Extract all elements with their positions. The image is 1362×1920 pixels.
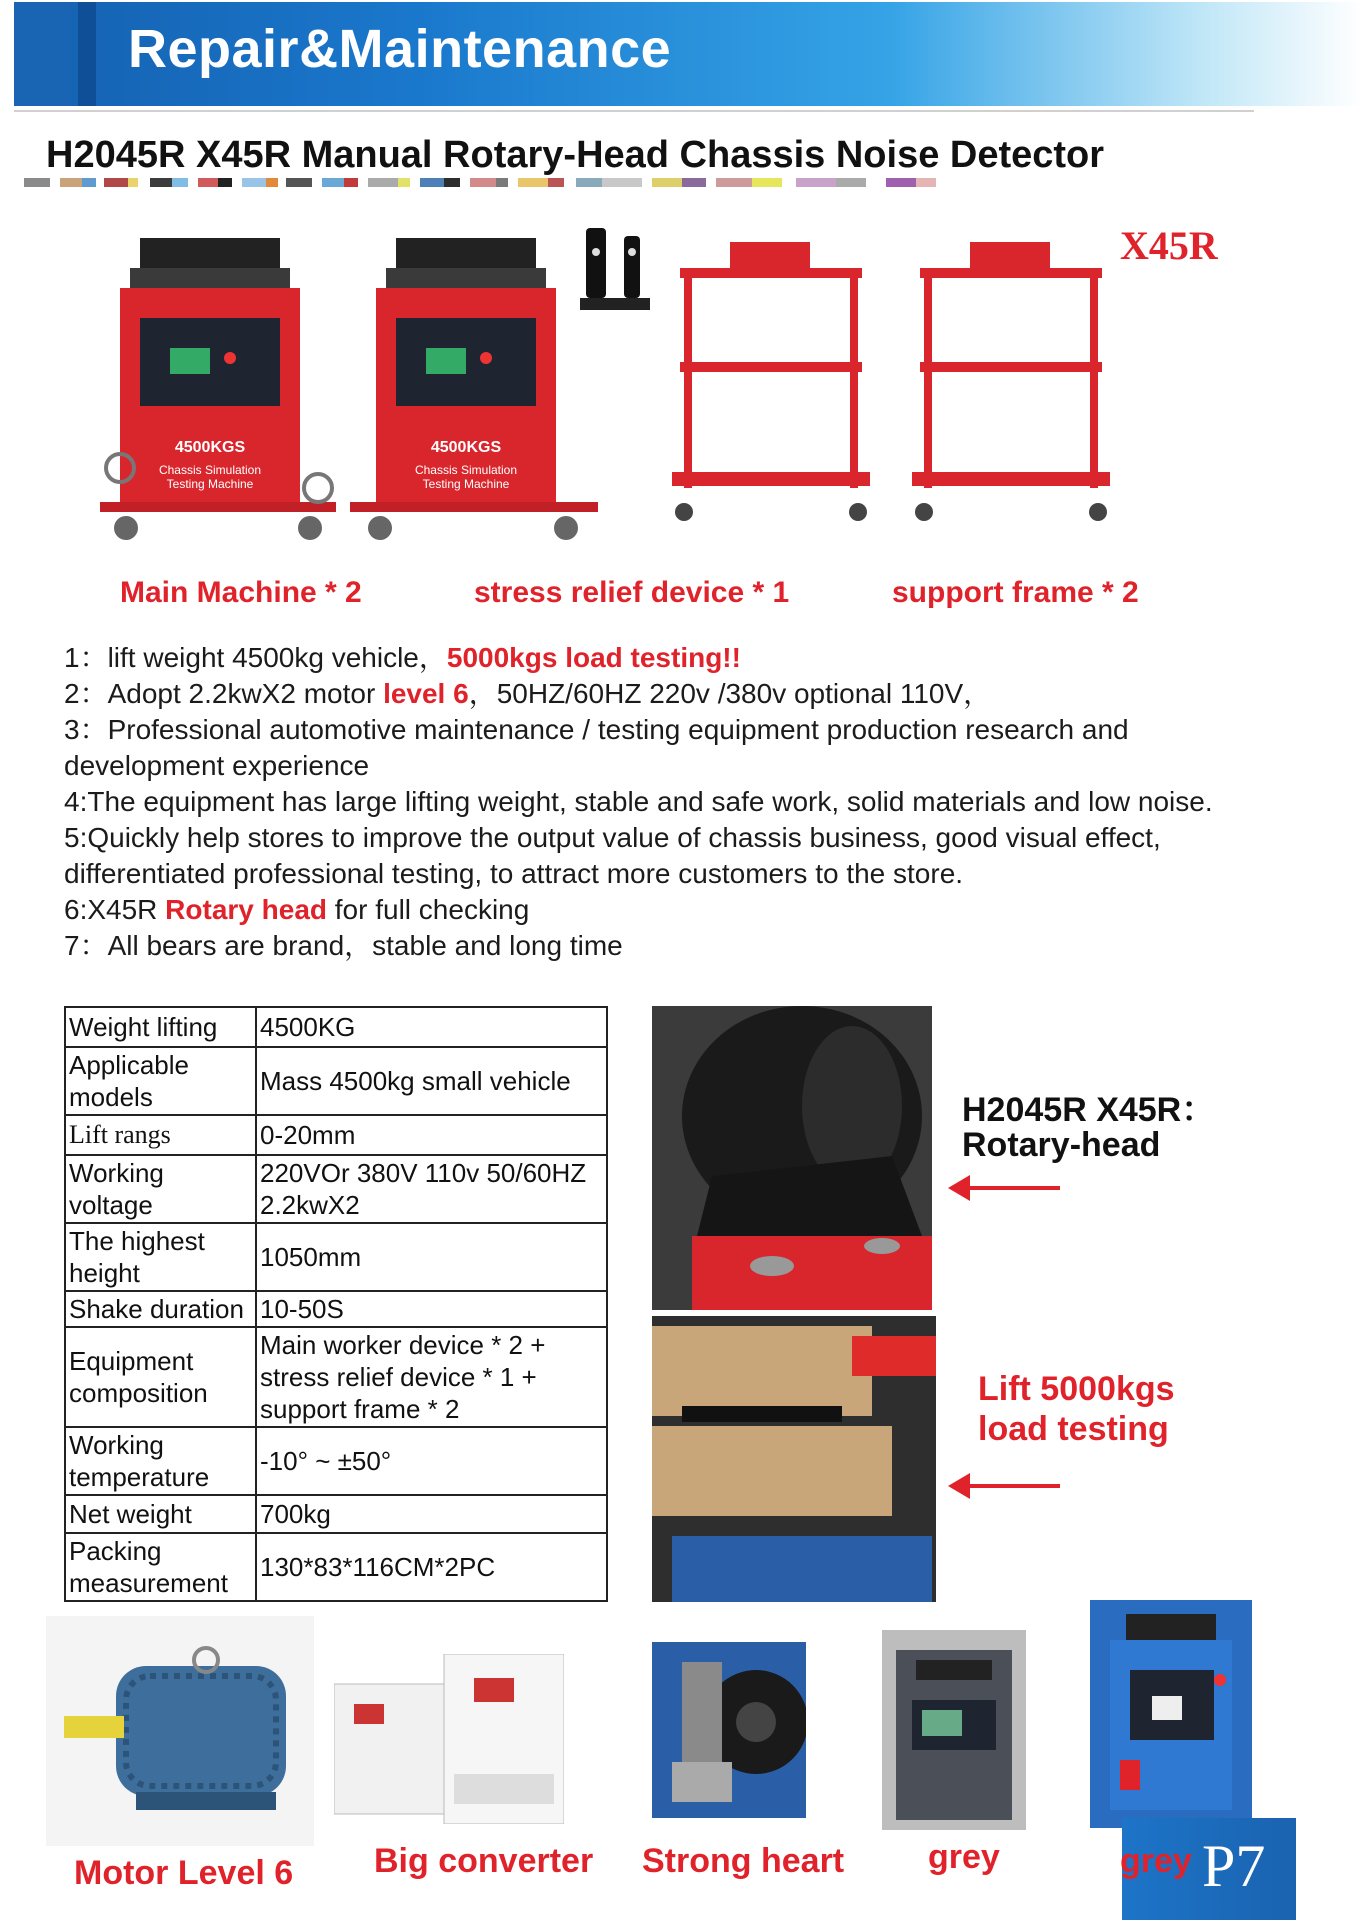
spec-value: 4500KG: [256, 1007, 607, 1047]
machine-label-line2: Testing Machine: [422, 477, 510, 491]
spec-table: [64, 1006, 608, 1602]
table-row: [65, 1327, 607, 1427]
label-grey-2: grey: [1120, 1842, 1192, 1880]
header-accent-bar-thin: [78, 2, 96, 106]
feature-line: 4:The equipment has large lifting weight, stable and safe work, solid materials and low noise.: [64, 786, 1213, 817]
spec-key: Applicable models: [65, 1047, 256, 1115]
feature-line: development experience: [64, 750, 370, 781]
rotary-head-photo: [652, 1006, 932, 1310]
rotary-head-note-line2: Rotary-head: [962, 1126, 1161, 1164]
spec-key: Packing measurement: [65, 1533, 256, 1601]
spec-key: Equipment composition: [65, 1327, 256, 1427]
arrow-left-icon: [952, 1186, 1060, 1190]
spec-value: 0-20mm: [256, 1115, 607, 1155]
spec-key: Lift rangs: [65, 1115, 256, 1155]
support-frame-image-2: [900, 232, 1122, 532]
grey-machine-photo: [882, 1630, 1026, 1830]
feature-line: 6:X45R Rotary head for full checking: [64, 894, 530, 925]
blue-machine-photo: [1090, 1600, 1252, 1828]
header-accent-bar: [14, 2, 70, 106]
feature-line: 7：All bears are brand，stable and long time: [64, 930, 623, 961]
table-row: [65, 1495, 607, 1533]
page-header-title: Repair&Maintenance: [128, 19, 672, 79]
feature-line: 2：Adopt 2.2kwX2 motor level 6，50HZ/60HZ 220v /380v optional 110V，: [64, 678, 992, 709]
spec-value: 1050mm: [256, 1223, 607, 1291]
product-title: H2045R X45R Manual Rotary-Head Chassis Noise Detector: [46, 134, 1105, 176]
spec-value: Mass 4500kg small vehicle: [256, 1047, 607, 1115]
support-frame-image-1: [660, 232, 882, 532]
table-row: [65, 1533, 607, 1601]
rotary-head-note-line1: H2045R X45R：: [962, 1091, 1216, 1129]
table-row: [65, 1427, 607, 1495]
spec-value: 220VOr 380V 110v 50/60HZ 2.2kwX2: [256, 1155, 607, 1223]
converter-photo: [334, 1654, 564, 1824]
caption-main-machine: Main Machine * 2: [120, 576, 362, 609]
motor-photo: [46, 1616, 314, 1846]
model-tag: X45R: [1120, 223, 1218, 268]
table-row: [65, 1115, 607, 1155]
feature-line: 5:Quickly help stores to improve the output value of chassis business, good visual effect,: [64, 822, 1161, 853]
feature-line: differentiated professional testing, to attract more customers to the store.: [64, 858, 964, 889]
arrow-left-icon: [952, 1484, 1060, 1488]
main-machine-image-2: [350, 222, 598, 544]
caption-stress-relief: stress relief device * 1: [474, 576, 790, 609]
strong-heart-photo: [652, 1642, 806, 1818]
spec-key: Working voltage: [65, 1155, 256, 1223]
stress-relief-device-image: [580, 222, 660, 332]
caption-support-frame: support frame * 2: [892, 576, 1139, 609]
spec-key: The highest height: [65, 1223, 256, 1291]
spec-key: Shake duration: [65, 1291, 256, 1327]
machine-label-line2: Testing Machine: [166, 477, 254, 491]
spec-key: Working temperature: [65, 1427, 256, 1495]
spec-key: Weight lifting: [65, 1007, 256, 1047]
machine-weight-label: 4500KGS: [430, 439, 502, 456]
table-row: [65, 1291, 607, 1327]
table-row: [65, 1155, 607, 1223]
spec-value: Main worker device * 2 + stress relief device * 1 + support frame * 2: [256, 1327, 607, 1427]
machine-label-line1: Chassis Simulation: [414, 463, 518, 477]
machine-label-line1: Chassis Simulation: [158, 463, 262, 477]
feature-line: 1：lift weight 4500kg vehicle，5000kgs load testing!!: [64, 642, 741, 673]
spec-value: 10-50S: [256, 1291, 607, 1327]
label-motor: Motor Level 6: [74, 1854, 294, 1892]
table-row: [65, 1047, 607, 1115]
machine-weight-label: 4500KGS: [174, 439, 246, 456]
main-machine-image-1: [100, 222, 336, 544]
spec-key: Net weight: [65, 1495, 256, 1533]
header-divider: [14, 110, 1254, 112]
spec-value: -10° ~ ±50°: [256, 1427, 607, 1495]
page-number: P7: [1202, 1833, 1266, 1899]
table-row: [65, 1223, 607, 1291]
spec-value: 130*83*116CM*2PC: [256, 1533, 607, 1601]
lift-note-line2: load testing: [978, 1410, 1169, 1448]
label-converter: Big converter: [374, 1842, 594, 1880]
feature-line: 3：Professional automotive maintenance / testing equipment production research and: [64, 714, 1129, 745]
color-strip: [24, 178, 1064, 187]
spec-value: 700kg: [256, 1495, 607, 1533]
table-row: [65, 1007, 607, 1047]
lift-note-line1: Lift 5000kgs: [978, 1370, 1175, 1408]
label-grey-1: grey: [928, 1838, 1000, 1876]
label-strong-heart: Strong heart: [642, 1842, 845, 1880]
load-testing-photo: [652, 1316, 936, 1602]
